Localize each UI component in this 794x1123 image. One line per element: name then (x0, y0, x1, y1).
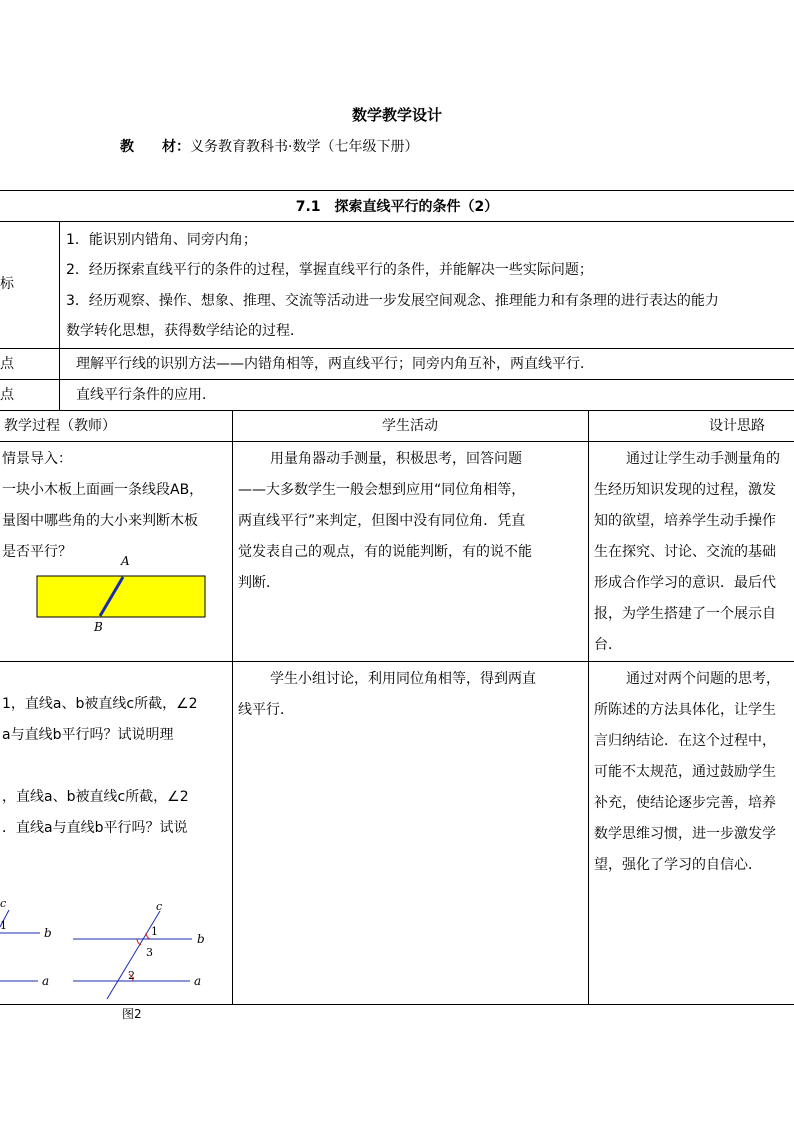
rule (0, 410, 794, 411)
row1-student-text (238, 444, 584, 599)
text-line: 通过对两个问题的思考， (626, 671, 780, 687)
objective-item: 1．能识别内错角、同旁内角； (66, 232, 257, 248)
text-line: 两直线平行”来判定，但图中没有同位角．凭直 (238, 513, 526, 529)
text-line: ．直线a与直线b平行吗？试说 (2, 820, 188, 836)
column-header-design: 设计思路 (709, 418, 765, 434)
text-line: 一块小木板上面画一条线段AB， (2, 482, 204, 498)
text-line: 望，强化了学习的自信心． (594, 857, 762, 873)
row1-teacher-text (2, 444, 230, 568)
text-line: 生经历知识发现的过程，激发 (594, 482, 776, 498)
column-header-student: 学生活动 (382, 418, 438, 434)
rule (0, 348, 794, 349)
text-line: 形成合作学习的意识．最后代 (594, 575, 776, 591)
objectives-label: 标 (0, 276, 14, 292)
label-angle-1: 1 (151, 925, 158, 938)
text-line: 量图中哪些角的大小来判断木板 (2, 513, 198, 529)
text-line: 知的欲望，培养学生动手操作 (594, 513, 776, 529)
label-b: B (94, 620, 103, 634)
difficulty-label: 点 (0, 387, 14, 403)
text-line: 1，直线a、b被直线c所截，∠2 (2, 696, 198, 712)
key-point-text: 理解平行线的识别方法——内错角相等，两直线平行；同旁内角互补，两直线平行． (76, 356, 594, 372)
rule (232, 410, 233, 1004)
text-line: 线平行． (238, 702, 294, 718)
column-header-teacher: 教学过程（教师） (4, 418, 116, 434)
text-line: 可能不太规范，通过鼓励学生 (594, 764, 776, 780)
text-line: 数学思维习惯，进一步激发学 (594, 826, 776, 842)
text-line: 用量角器动手测量，积极思考，回答问题 (270, 451, 522, 467)
rule (0, 379, 794, 380)
objective-item: 3．经历观察、操作、想象、推理、交流等活动进一步发展空间观念、推理能力和有条理的进行表达的能力 (66, 293, 719, 309)
text-line: 觉发表自己的观点，有的说能判断，有的说不能 (238, 544, 532, 560)
rule (0, 190, 794, 191)
text-line: 台． (594, 637, 622, 653)
text-line: 情景导入： (2, 451, 72, 467)
text-line: 补充，使结论逐步完善，培养 (594, 795, 776, 811)
label-a: A (121, 554, 130, 568)
label-a: a (42, 974, 50, 988)
rule (59, 221, 60, 410)
text-line: ——大多数学生一般会想到应用“同位角相等， (238, 482, 526, 498)
objective-item: 数学转化思想，获得数学结论的过程． (66, 323, 304, 339)
key-point-label: 点 (0, 356, 14, 372)
label-b: b (44, 926, 52, 940)
text-line: 报，为学生搭建了一个展示自 (594, 606, 776, 622)
rule (0, 221, 794, 222)
textbook-info (120, 136, 418, 156)
row1-design-text (594, 444, 794, 661)
text-line: a与直线b平行吗？试说明理 (2, 727, 174, 743)
text-line: 是否平行？ (2, 544, 72, 560)
label-b: b (197, 932, 205, 946)
text-line: 学生小组讨论，利用同位角相等，得到两直 (270, 671, 536, 687)
text-line: 判断． (238, 575, 280, 591)
text-line: 言归纳结论．在这个过程中， (594, 733, 776, 749)
text-line: 生在探究、讨论、交流的基础 (594, 544, 776, 560)
row2-student-text (238, 664, 584, 726)
board-figure (30, 553, 220, 638)
label-angle-2: 2 (128, 969, 135, 982)
label-c: c (156, 900, 163, 913)
row2-teacher-text (2, 689, 230, 844)
text-line: ，直线a、b被直线c所截，∠2 (2, 789, 189, 805)
label-c: c (0, 897, 7, 910)
label-angle-1: 1 (0, 919, 7, 932)
rule (0, 661, 794, 662)
figure-caption: 图2 (122, 1007, 142, 1021)
parallel-lines-figures (0, 895, 232, 1005)
objective-item: 2．经历探索直线平行的条件的过程，掌握直线平行的条件，并能解决一些实际问题； (66, 262, 593, 278)
text-line: 所陈述的方法具体化，让学生 (594, 702, 776, 718)
row2-design-text (594, 664, 794, 881)
label-a: a (194, 974, 202, 988)
rule (0, 441, 794, 442)
document-title: 数学教学设计 (351, 106, 442, 124)
lesson-title: 7.1 探索直线平行的条件（2） (295, 199, 499, 215)
textbook-value: 义务教育教科书·数学（七年级下册） (190, 139, 419, 155)
difficulty-text: 直线平行条件的应用． (76, 387, 216, 403)
rule (588, 410, 589, 1004)
label-angle-3: 3 (146, 946, 153, 959)
text-line (2, 751, 230, 782)
textbook-label: 教 材： (120, 139, 190, 155)
text-line: 通过让学生动手测量角的 (626, 451, 780, 467)
